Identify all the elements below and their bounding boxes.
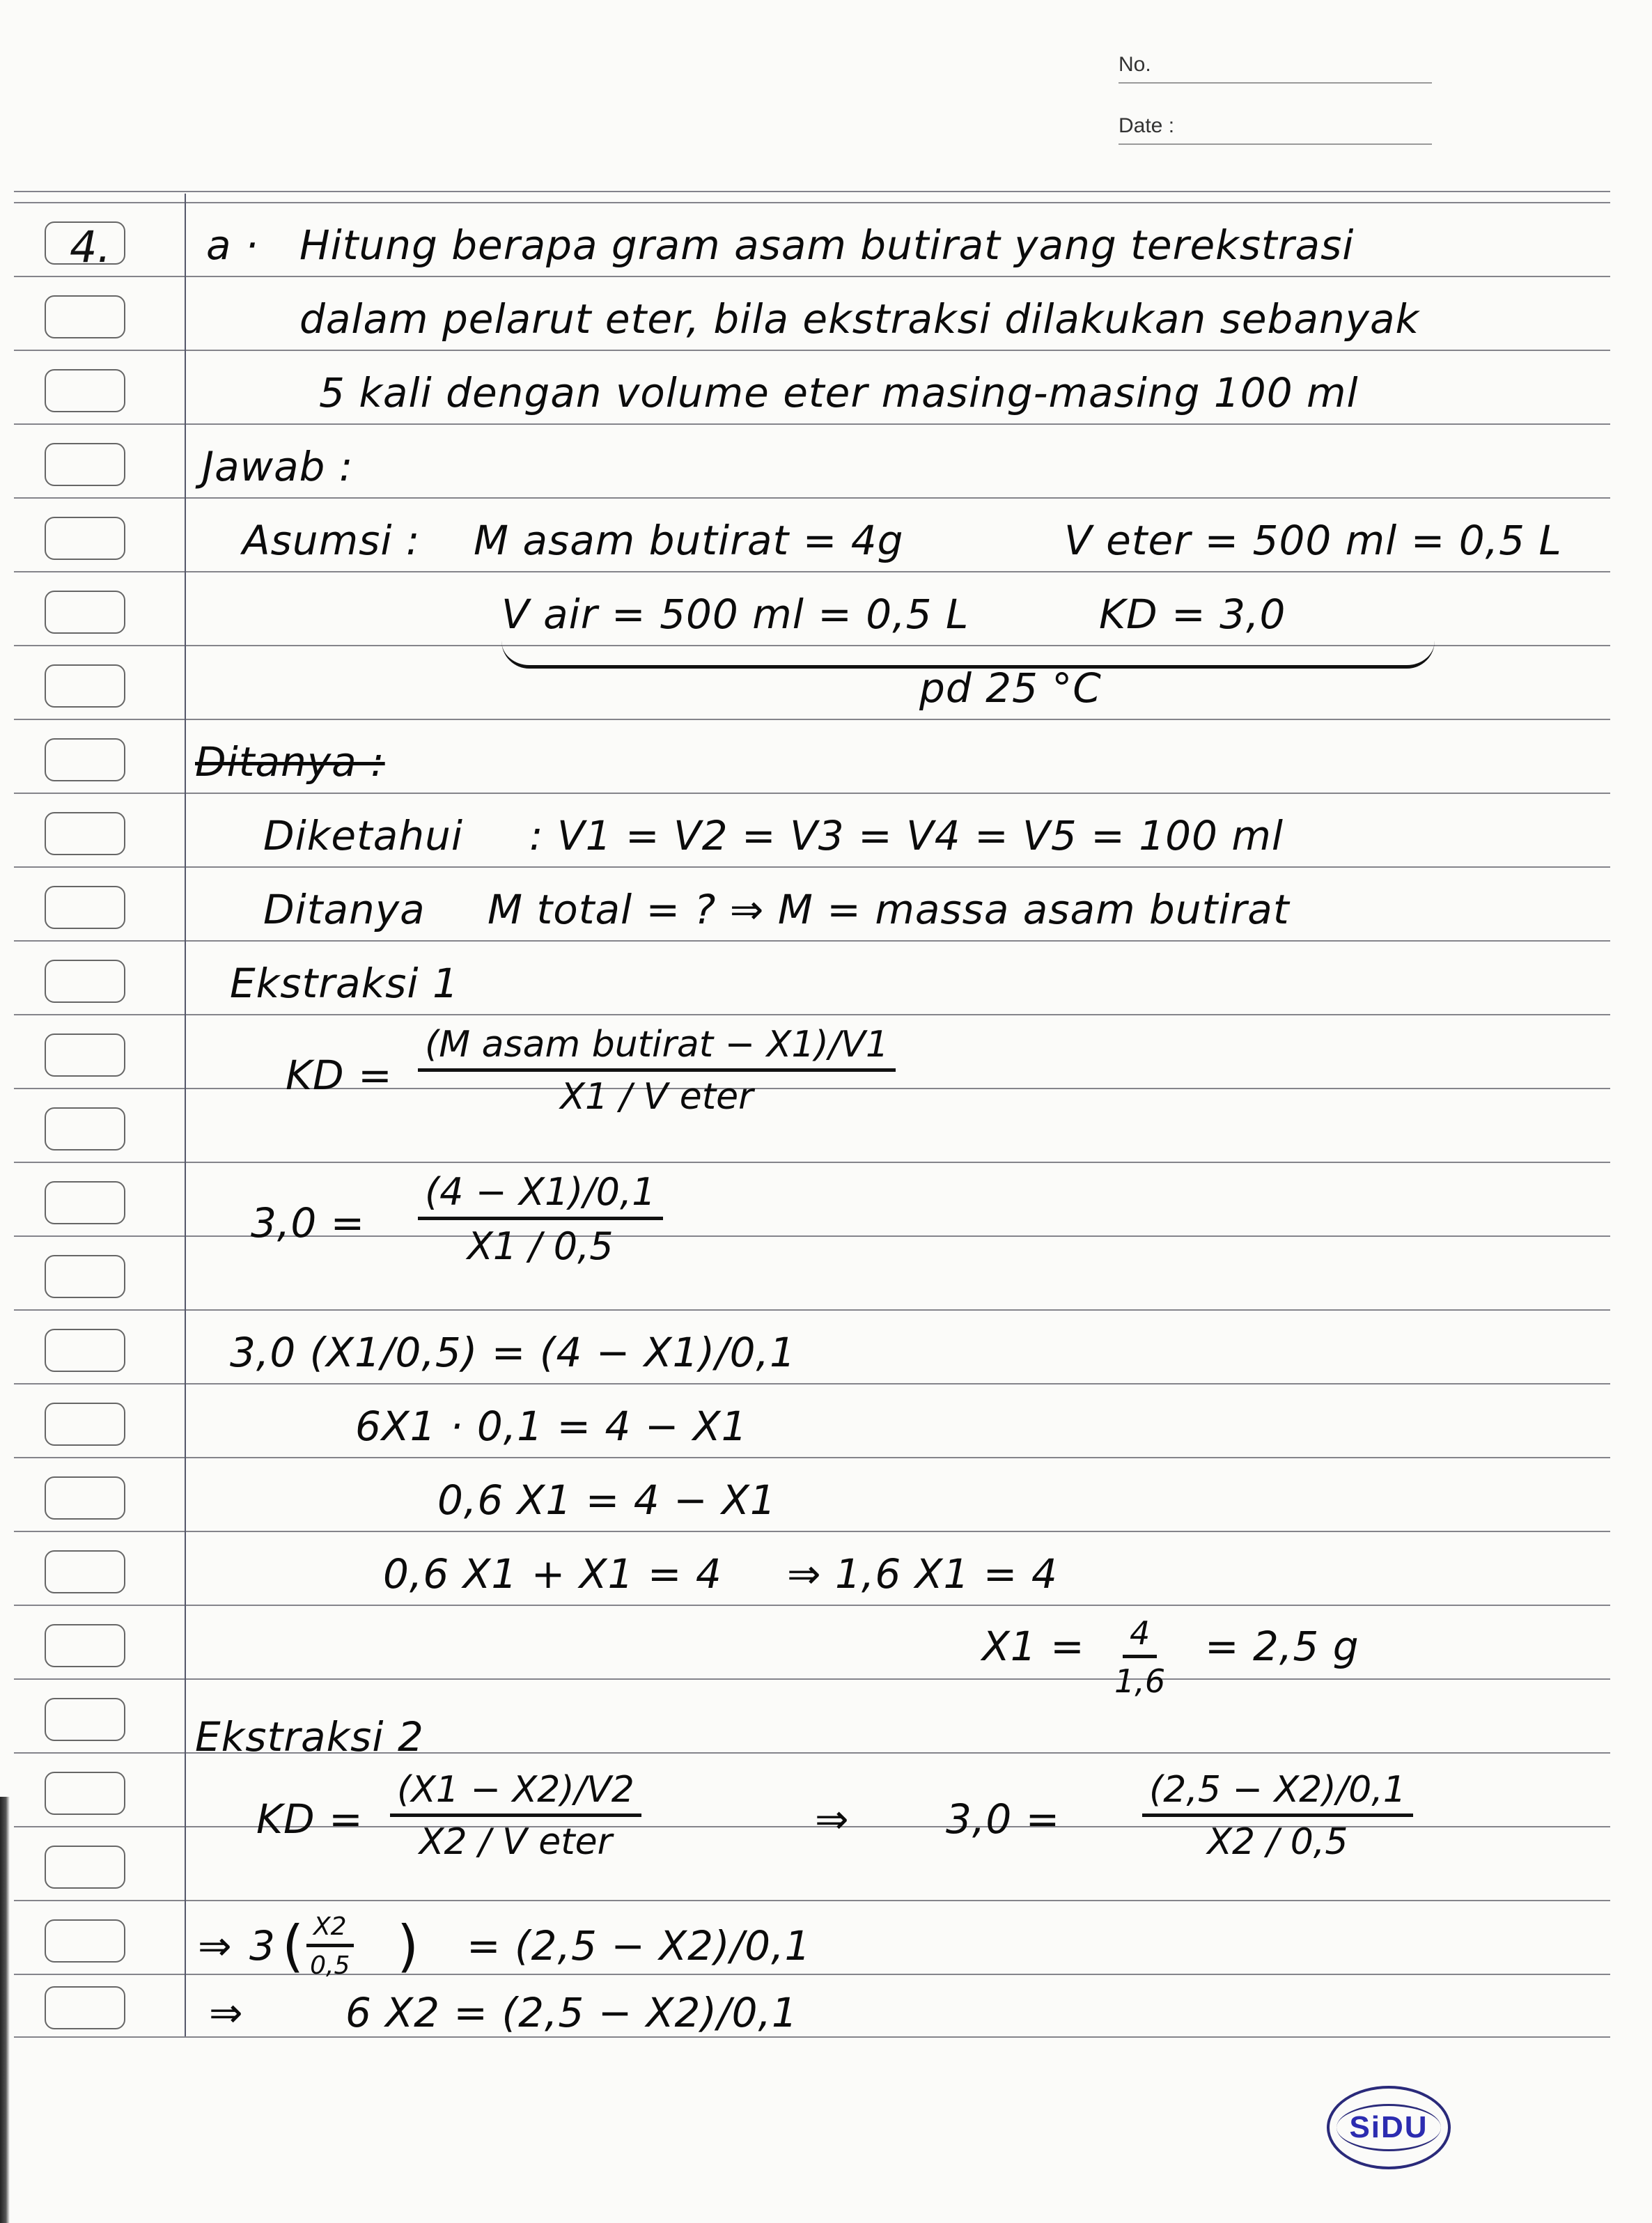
ruled-line xyxy=(14,1605,1610,1606)
fraction-denominator: 0,5 xyxy=(310,1951,350,1980)
ruled-line xyxy=(14,1309,1610,1311)
ekstraksi-2-step-1-coef: 3 xyxy=(249,1922,276,1970)
ruled-line xyxy=(14,350,1610,351)
open-paren: ( xyxy=(282,1914,305,1979)
answer-label: Jawab : xyxy=(202,443,354,490)
checkbox[interactable] xyxy=(45,1550,125,1593)
fraction-denominator: X2 / 0,5 xyxy=(1207,1821,1348,1863)
ekstraksi-1-step-3: 0,6 X1 = 4 − X1 xyxy=(437,1476,777,1524)
fraction-denominator: X1 / V eter xyxy=(560,1076,754,1118)
checkbox[interactable] xyxy=(45,1986,125,2029)
ruled-line xyxy=(14,423,1610,425)
ekstraksi-2-step-1-arrow: ⇒ xyxy=(198,1922,233,1970)
ekstraksi-1-sub-lhs: 3,0 = xyxy=(251,1199,366,1247)
checkbox[interactable] xyxy=(45,960,125,1003)
ekstraksi-1-result-fraction xyxy=(1114,1614,1165,1700)
checkbox[interactable] xyxy=(45,738,125,781)
ekstraksi-1-arrow-step: ⇒ 1,6 X1 = 4 xyxy=(787,1550,1058,1598)
checkbox[interactable] xyxy=(45,591,125,634)
fraction-denominator: X1 / 0,5 xyxy=(467,1224,614,1268)
ruled-line xyxy=(14,497,1610,499)
checkbox[interactable] xyxy=(45,886,125,929)
asumsi-v-air: V air = 500 ml = 0,5 L xyxy=(501,591,969,638)
ruled-line xyxy=(14,719,1610,720)
ditanya-label: Ditanya xyxy=(263,886,426,933)
ekstraksi-2-arrow: ⇒ xyxy=(815,1795,850,1843)
margin-line xyxy=(185,194,186,2036)
ruled-line xyxy=(14,1162,1610,1163)
checkbox[interactable] xyxy=(45,1034,125,1077)
ekstraksi-2-kd-fraction xyxy=(390,1769,641,1863)
ekstraksi-2-title: Ekstraksi 2 xyxy=(195,1713,424,1761)
checkbox[interactable] xyxy=(45,1181,125,1224)
asumsi-mass: M asam butirat = 4g xyxy=(474,517,904,564)
fraction-denominator: 1,6 xyxy=(1114,1662,1166,1700)
ruled-line xyxy=(14,1974,1610,1975)
fraction-numerator: (X1 − X2)/V2 xyxy=(390,1769,641,1817)
asumsi-kd: KD = 3,0 xyxy=(1099,591,1286,638)
checkbox[interactable] xyxy=(45,664,125,708)
ekstraksi-1-step-4: 0,6 X1 + X1 = 4 xyxy=(383,1550,722,1598)
ruled-line xyxy=(14,1531,1610,1532)
checkbox[interactable] xyxy=(45,1698,125,1741)
asumsi-condition: pd 25 °C xyxy=(919,664,1102,712)
ekstraksi-1-step-2: 6X1 · 0,1 = 4 − X1 xyxy=(355,1403,748,1450)
ekstraksi-2-step-2-arrow: ⇒ xyxy=(209,1989,244,2036)
ruled-line xyxy=(14,2036,1610,2038)
ekstraksi-1-title: Ekstraksi 1 xyxy=(230,960,459,1007)
question-part-label: a · xyxy=(206,221,259,269)
ditanya-value: M total = ? ⇒ M = massa asam butirat xyxy=(488,886,1290,933)
question-line-1: Hitung berapa gram asam butirat yang terekstrasi xyxy=(299,221,1355,269)
checkbox[interactable] xyxy=(45,1107,125,1150)
asumsi-v-eter: V eter = 500 ml = 0,5 L xyxy=(1064,517,1562,564)
number-label: No. xyxy=(1119,53,1151,76)
fraction-numerator: 4 xyxy=(1123,1614,1157,1658)
checkbox[interactable] xyxy=(45,1329,125,1372)
ekstraksi-2-sub-fraction xyxy=(1142,1769,1413,1863)
ruled-line xyxy=(14,1457,1610,1458)
ruled-line xyxy=(14,1678,1610,1680)
fraction-denominator: X2 / V eter xyxy=(419,1821,612,1863)
ekstraksi-2-sub-lhs: 3,0 = xyxy=(946,1795,1061,1843)
ekstraksi-2-kd-lhs: KD = xyxy=(256,1795,364,1843)
ekstraksi-1-sub-fraction xyxy=(418,1170,663,1268)
ruled-line xyxy=(14,1014,1610,1015)
checkbox[interactable] xyxy=(45,1846,125,1889)
ekstraksi-1-result-lhs: X1 = xyxy=(982,1623,1085,1670)
ekstraksi-1-step-1: 3,0 (X1/0,5) = (4 − X1)/0,1 xyxy=(230,1329,796,1376)
ekstraksi-1-kd-fraction xyxy=(418,1024,896,1118)
ruled-line xyxy=(14,940,1610,942)
checkbox[interactable] xyxy=(45,1624,125,1667)
ruled-line xyxy=(14,1383,1610,1384)
diketahui-value: : V1 = V2 = V3 = V4 = V5 = 100 ml xyxy=(529,812,1284,859)
ruled-line xyxy=(14,1900,1610,1901)
checkbox[interactable] xyxy=(45,1772,125,1815)
fraction-numerator: (M asam butirat − X1)/V1 xyxy=(418,1024,896,1072)
ekstraksi-1-kd-lhs: KD = xyxy=(286,1052,393,1099)
checkbox[interactable] xyxy=(45,1255,125,1298)
fraction-numerator: (4 − X1)/0,1 xyxy=(418,1170,663,1220)
ruled-line xyxy=(14,276,1610,277)
ekstraksi-2-step-2: 6 X2 = (2,5 − X2)/0,1 xyxy=(345,1989,798,2036)
fraction-numerator: (2,5 − X2)/0,1 xyxy=(1142,1769,1413,1817)
ruled-line xyxy=(14,571,1610,572)
number-field xyxy=(1119,47,1432,84)
checkbox[interactable] xyxy=(45,517,125,560)
question-number: 4. xyxy=(70,221,111,272)
question-line-2: dalam pelarut eter, bila ekstraksi dilakukan sebanyak xyxy=(299,295,1420,343)
ruled-line xyxy=(14,866,1610,868)
checkbox[interactable] xyxy=(45,812,125,855)
fraction-numerator: X2 xyxy=(306,1912,354,1947)
ditanya-struck-label: Ditanya : xyxy=(195,738,385,786)
ruled-line xyxy=(14,202,1610,203)
ekstraksi-1-result-value: = 2,5 g xyxy=(1205,1623,1359,1670)
sidu-logo xyxy=(1327,2086,1451,2169)
sidu-logo-text: SiDU xyxy=(1337,2104,1441,2151)
date-label: Date : xyxy=(1119,114,1175,137)
date-field xyxy=(1119,109,1432,145)
close-paren: ) xyxy=(397,1914,420,1979)
page-binding-edge xyxy=(0,1797,10,2223)
checkbox[interactable] xyxy=(45,443,125,486)
checkbox[interactable] xyxy=(45,1403,125,1446)
diketahui-label: Diketahui xyxy=(263,812,463,859)
ekstraksi-2-step-1-fraction xyxy=(306,1912,354,1980)
checkbox[interactable] xyxy=(45,1919,125,1963)
question-line-3: 5 kali dengan volume eter masing-masing 100 ml xyxy=(319,369,1359,416)
checkbox[interactable] xyxy=(45,1476,125,1520)
asumsi-label: Asumsi : xyxy=(242,517,421,564)
checkbox[interactable] xyxy=(45,369,125,412)
ruled-line xyxy=(14,793,1610,794)
checkbox[interactable] xyxy=(45,295,125,338)
ekstraksi-2-step-1-rhs: = (2,5 − X2)/0,1 xyxy=(467,1922,811,1970)
